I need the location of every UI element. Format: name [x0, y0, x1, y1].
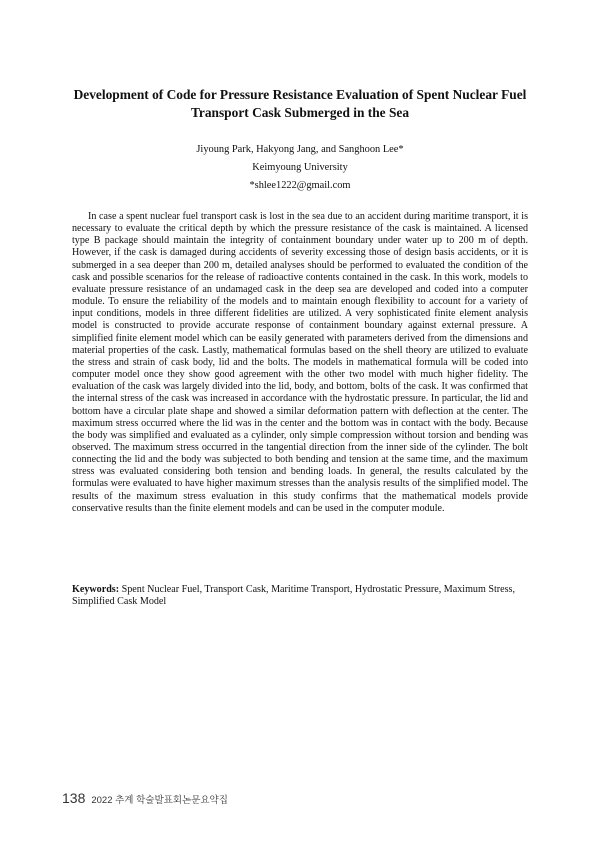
page-number: 138: [62, 790, 86, 806]
author-block: [0, 141, 600, 195]
abstract-text: In case a spent nuclear fuel transport cask is lost in the sea due to an accident during maritime transport, it is necessary to evaluate the critical depth by which the pressure resistance of the cask is maintained. A licensed type B package should maintain the integrity of containment boundary under water up to 200 m of depth. However, if the cask is damaged during accidents of severity excessing those of design basis accidents, or it is submerged in a sea deeper than 200 m, detailed analyses should be performed to evaluated the condition of the cask and possible scenarios for the release of radioactive contents contained in the cask. In this work, models to evaluate pressure resistance of an undamaged cask in the deep sea are developed and coded into a computer module. To ensure the reliability of the models and to maintain enough flexibility to account for a variety of input conditions, models in three different fidelities are utilized. A very sophisticated finite element analysis model is constructed to provide accurate response of containment boundary against external pressure. A simplified finite element model which can be easily generated with parameters derived from the dimensions and material properties of the cask. Lastly, mathematical formulas based on the shell theory are utilized to evaluate the stress and strain of cask body, lid and the bolts. The models in mathematical formula will be coded into computer model once they show good agreement with the other two model with much higher fidelity. The evaluation of the cask was largely divided into the lid, body, and bottom, bolts of the cask. It was confirmed that the internal stress of the cask was increased in accordance with the hydrostatic pressure. In particular, the lid and bottom have a circular plate shape and showed a similar deformation pattern with deflection at the center. The maximum stress occurred where the lid was in the center and the bottom was in contact with the body. Because the body was simplified and evaluated as a cylinder, only simple compression without torsion and bending was observed. The maximum stress occurred in the tangential direction from the inner side of the cylinder. The bolt connecting the lid and the body was subjected to both bending and tension at the same time, and the maximum stress was evaluated considering both tension and bending loads. In general, the results calculated by the formulas were evaluated to have higher maximum stresses than the analysis results of the simplified model. The results of the maximum stress evaluation in this study confirms that the mathematical models provide conservative results than the finite element models and can be used in the computer module.: [72, 211, 528, 514]
keywords-paragraph: [72, 584, 528, 608]
page-footer: [62, 790, 228, 810]
proceedings-name: 2022 추계 학술발표회논문요약집: [91, 795, 228, 806]
author-names: Jiyoung Park, Hakyong Jang, and Sanghoon Lee*: [196, 144, 404, 155]
keywords-list: Spent Nuclear Fuel, Transport Cask, Maritime Transport, Hydrostatic Pressure, Maximum Stress, Simplified Cask Model: [72, 584, 515, 608]
contact-email: *shlee1222@gmail.com: [249, 180, 351, 191]
paper-title: Development of Code for Pressure Resistance Evaluation of Spent Nuclear Fuel Transport Cask Submerged in the Sea: [73, 87, 527, 120]
keywords-label: Keywords:: [72, 584, 120, 595]
affiliation: Keimyoung University: [252, 162, 348, 173]
